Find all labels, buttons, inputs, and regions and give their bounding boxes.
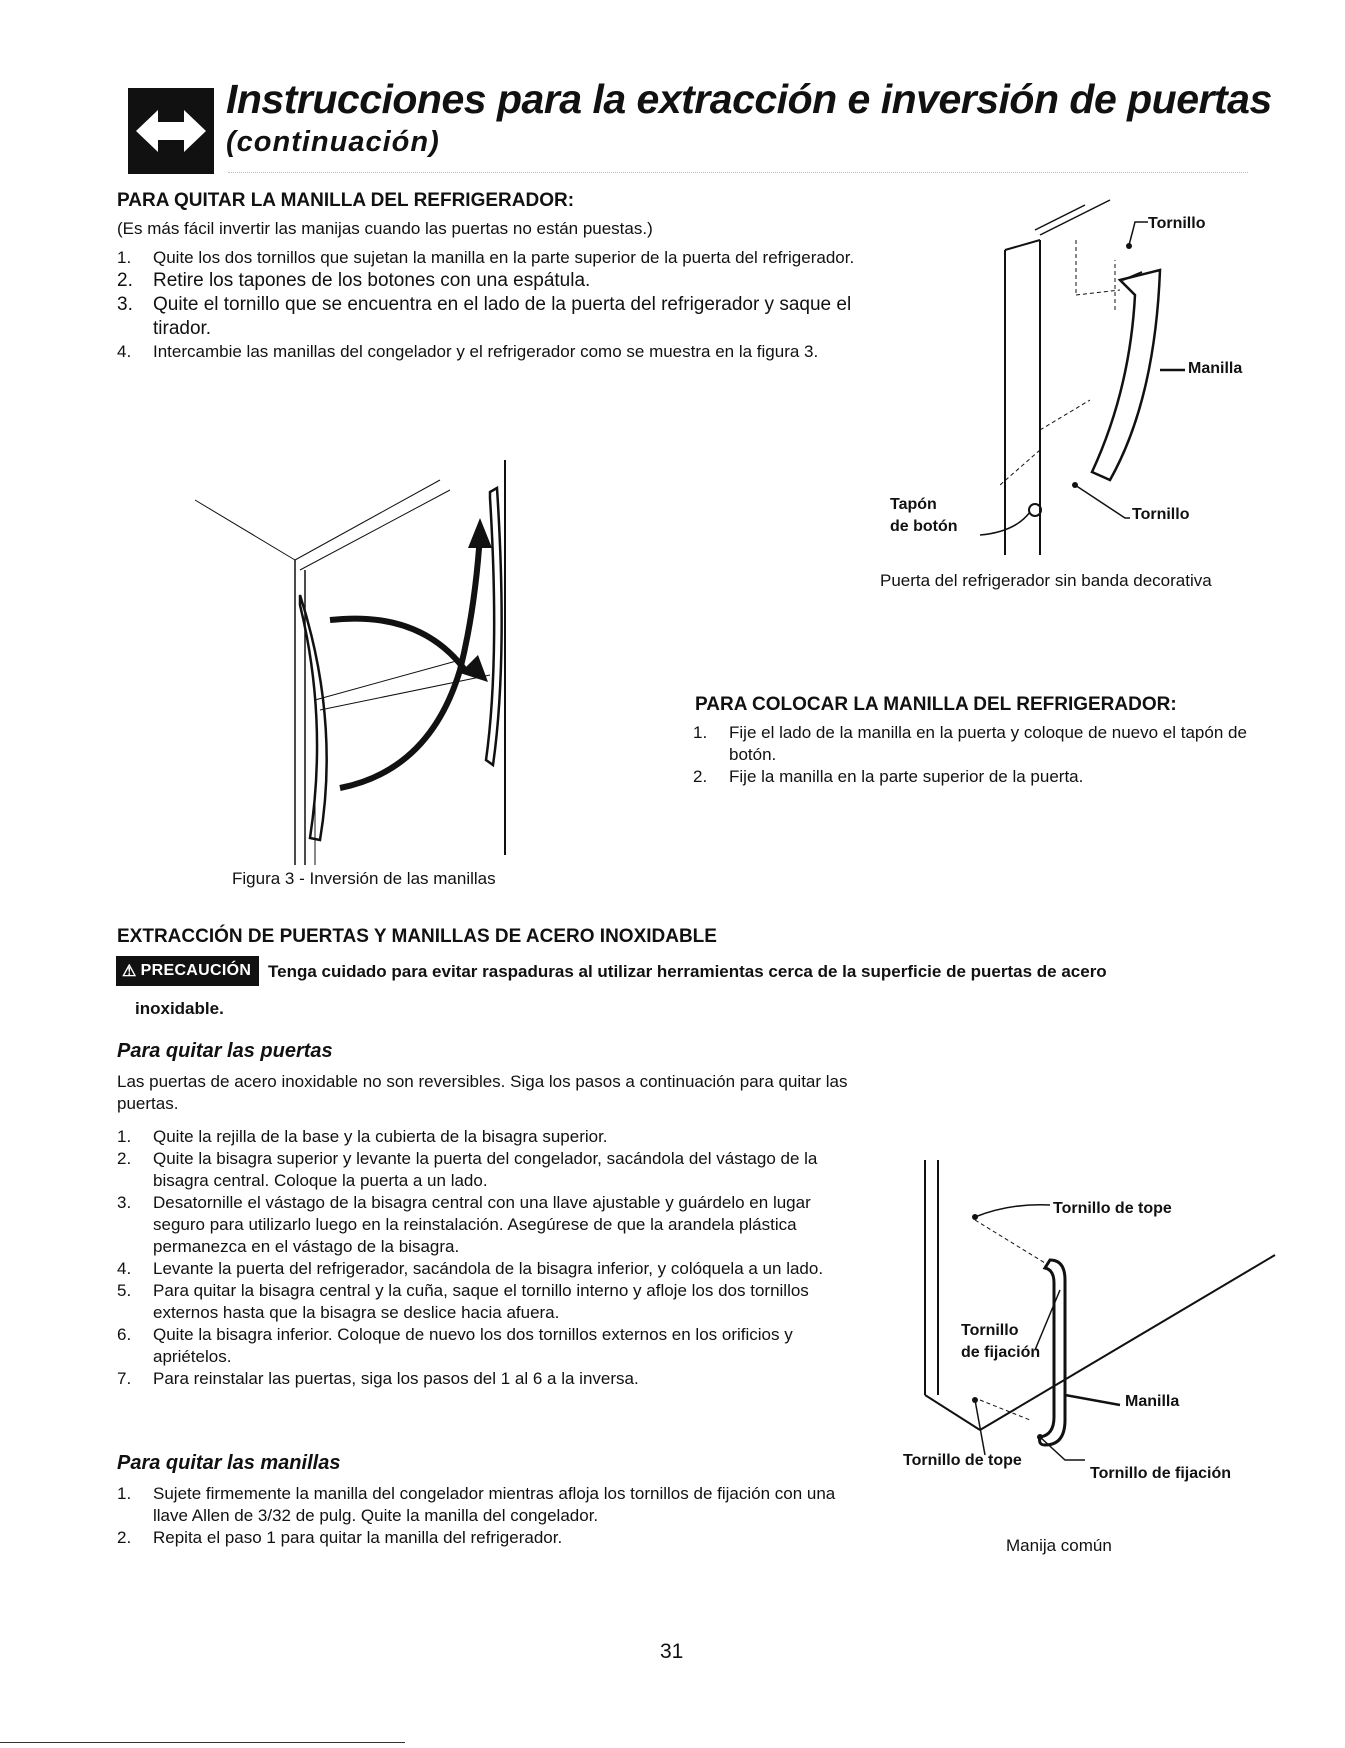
list-item: 3. Quite el tornillo que se encuentra en el lado de la puerta del refrigerador y saque el tirador.: [117, 294, 852, 339]
footer-divider: [0, 1742, 405, 1743]
remove-handle-heading: PARA QUITAR LA MANILLA DEL REFRIGERADOR:: [117, 190, 575, 211]
label-manilla-common: Manilla: [1125, 1393, 1180, 1410]
warning-triangle-icon: ⚠: [122, 963, 137, 980]
handles-steps: [117, 1483, 857, 1549]
list-item: 2. Retire los tapones de los botones con una espátula.: [117, 270, 591, 291]
list-item: 7. Para reinstalar las puertas, siga los pasos del 1 al 6 a la inversa.: [117, 1369, 639, 1388]
door-reverse-icon: [128, 88, 214, 174]
list-item: 1. Sujete firmemente la manilla del congelador mientras afloja los tornillos de fijación con una llave Allen de 3/32 de pulg. Quite la manilla del congelador.: [117, 1484, 836, 1525]
list-item: 4. Levante la puerta del refrigerador, sacándola de la bisagra inferior, y colóquela a un lado.: [117, 1259, 824, 1278]
label-manilla: Manilla: [1188, 360, 1243, 377]
header-divider: [228, 172, 1248, 173]
stainless-heading: EXTRACCIÓN DE PUERTAS Y MANILLAS DE ACERO INOXIDABLE: [117, 926, 717, 947]
install-handle-steps: [693, 722, 1253, 788]
list-item: 1. Fije el lado de la manilla en la puerta y coloque de nuevo el tapón de botón.: [693, 723, 1247, 764]
handle-reversal-diagram: [190, 460, 610, 870]
label-tornillo-bottom: Tornillo: [1132, 506, 1190, 523]
double-arrow-icon: [128, 88, 214, 174]
label-tapon: Tapón: [890, 496, 937, 513]
install-handle-heading: PARA COLOCAR LA MANILLA DEL REFRIGERADOR:: [695, 694, 1177, 715]
label-de-fijacion: de fijación: [961, 1344, 1041, 1361]
page-number: 31: [660, 1640, 684, 1663]
handles-subheading: Para quitar las manillas: [117, 1452, 341, 1474]
list-item: 3. Desatornille el vástago de la bisagra central con una llave ajustable y guárdelo en lugar seguro para utilizarlo luego en la reinstalación. Asegúrese de que la arandela plástica permanezca en el vástago de la bisagra.: [117, 1193, 811, 1256]
page-title: Instrucciones para la extracción e inversión de puertas: [226, 76, 1272, 122]
common-handle-caption: Manija común: [1006, 1536, 1112, 1555]
list-item: 2. Repita el paso 1 para quitar la manilla del refrigerador.: [117, 1528, 563, 1547]
label-tornillo-de-tope-bottom: Tornillo de tope: [903, 1452, 1022, 1469]
doors-subheading: Para quitar las puertas: [117, 1040, 333, 1062]
list-item: 2. Quite la bisagra superior y levante la puerta del congelador, sacándola del vástago de la bisagra central. Coloque la puerta a un lado.: [117, 1149, 818, 1190]
caution-text: Tenga cuidado para evitar raspaduras al utilizar herramientas cerca de la superficie de puertas de acero: [268, 962, 1107, 981]
label-tornillo-top: Tornillo: [1148, 215, 1206, 232]
remove-handle-steps: [117, 247, 872, 363]
doors-intro: Las puertas de acero inoxidable no son reversibles. Siga los pasos a continuación para quitar las puertas.: [117, 1072, 848, 1113]
label-tornillo: Tornillo: [961, 1322, 1019, 1339]
label-tornillo-de-tope-top: Tornillo de tope: [1053, 1200, 1172, 1217]
list-item: 6. Quite la bisagra inferior. Coloque de nuevo los dos tornillos externos en los orificios y apriételos.: [117, 1325, 793, 1366]
door-handle-diagram: [880, 200, 1260, 560]
list-item: 5. Para quitar la bisagra central y la cuña, saque el tornillo interno y afloje los dos tornillos externos hasta que la bisagra se deslice hacia afuera.: [117, 1281, 809, 1322]
caution-text-continued: inoxidable.: [135, 999, 224, 1018]
remove-handle-note: (Es más fácil invertir las manijas cuando las puertas no están puestas.): [117, 219, 653, 238]
list-item: 1. Quite los dos tornillos que sujetan la manilla en la parte superior de la puerta del refrigerador.: [117, 248, 855, 267]
door-figure-caption: Puerta del refrigerador sin banda decorativa: [880, 571, 1212, 590]
list-item: 2. Fije la manilla en la parte superior de la puerta.: [693, 767, 1084, 786]
list-item: 4. Intercambie las manillas del congelador y el refrigerador como se muestra en la figura 3.: [117, 342, 819, 361]
label-de-boton: de botón: [890, 518, 958, 535]
page-subtitle: (continuación): [226, 126, 440, 158]
label-tornillo-de-fijacion-bottom: Tornillo de fijación: [1090, 1465, 1232, 1482]
list-item: 1. Quite la rejilla de la base y la cubierta de la bisagra superior.: [117, 1127, 608, 1146]
caution-badge: ⚠ PRECAUCIÓN: [116, 956, 259, 986]
figure3-caption: Figura 3 - Inversión de las manillas: [232, 869, 496, 888]
doors-steps: [117, 1126, 847, 1390]
